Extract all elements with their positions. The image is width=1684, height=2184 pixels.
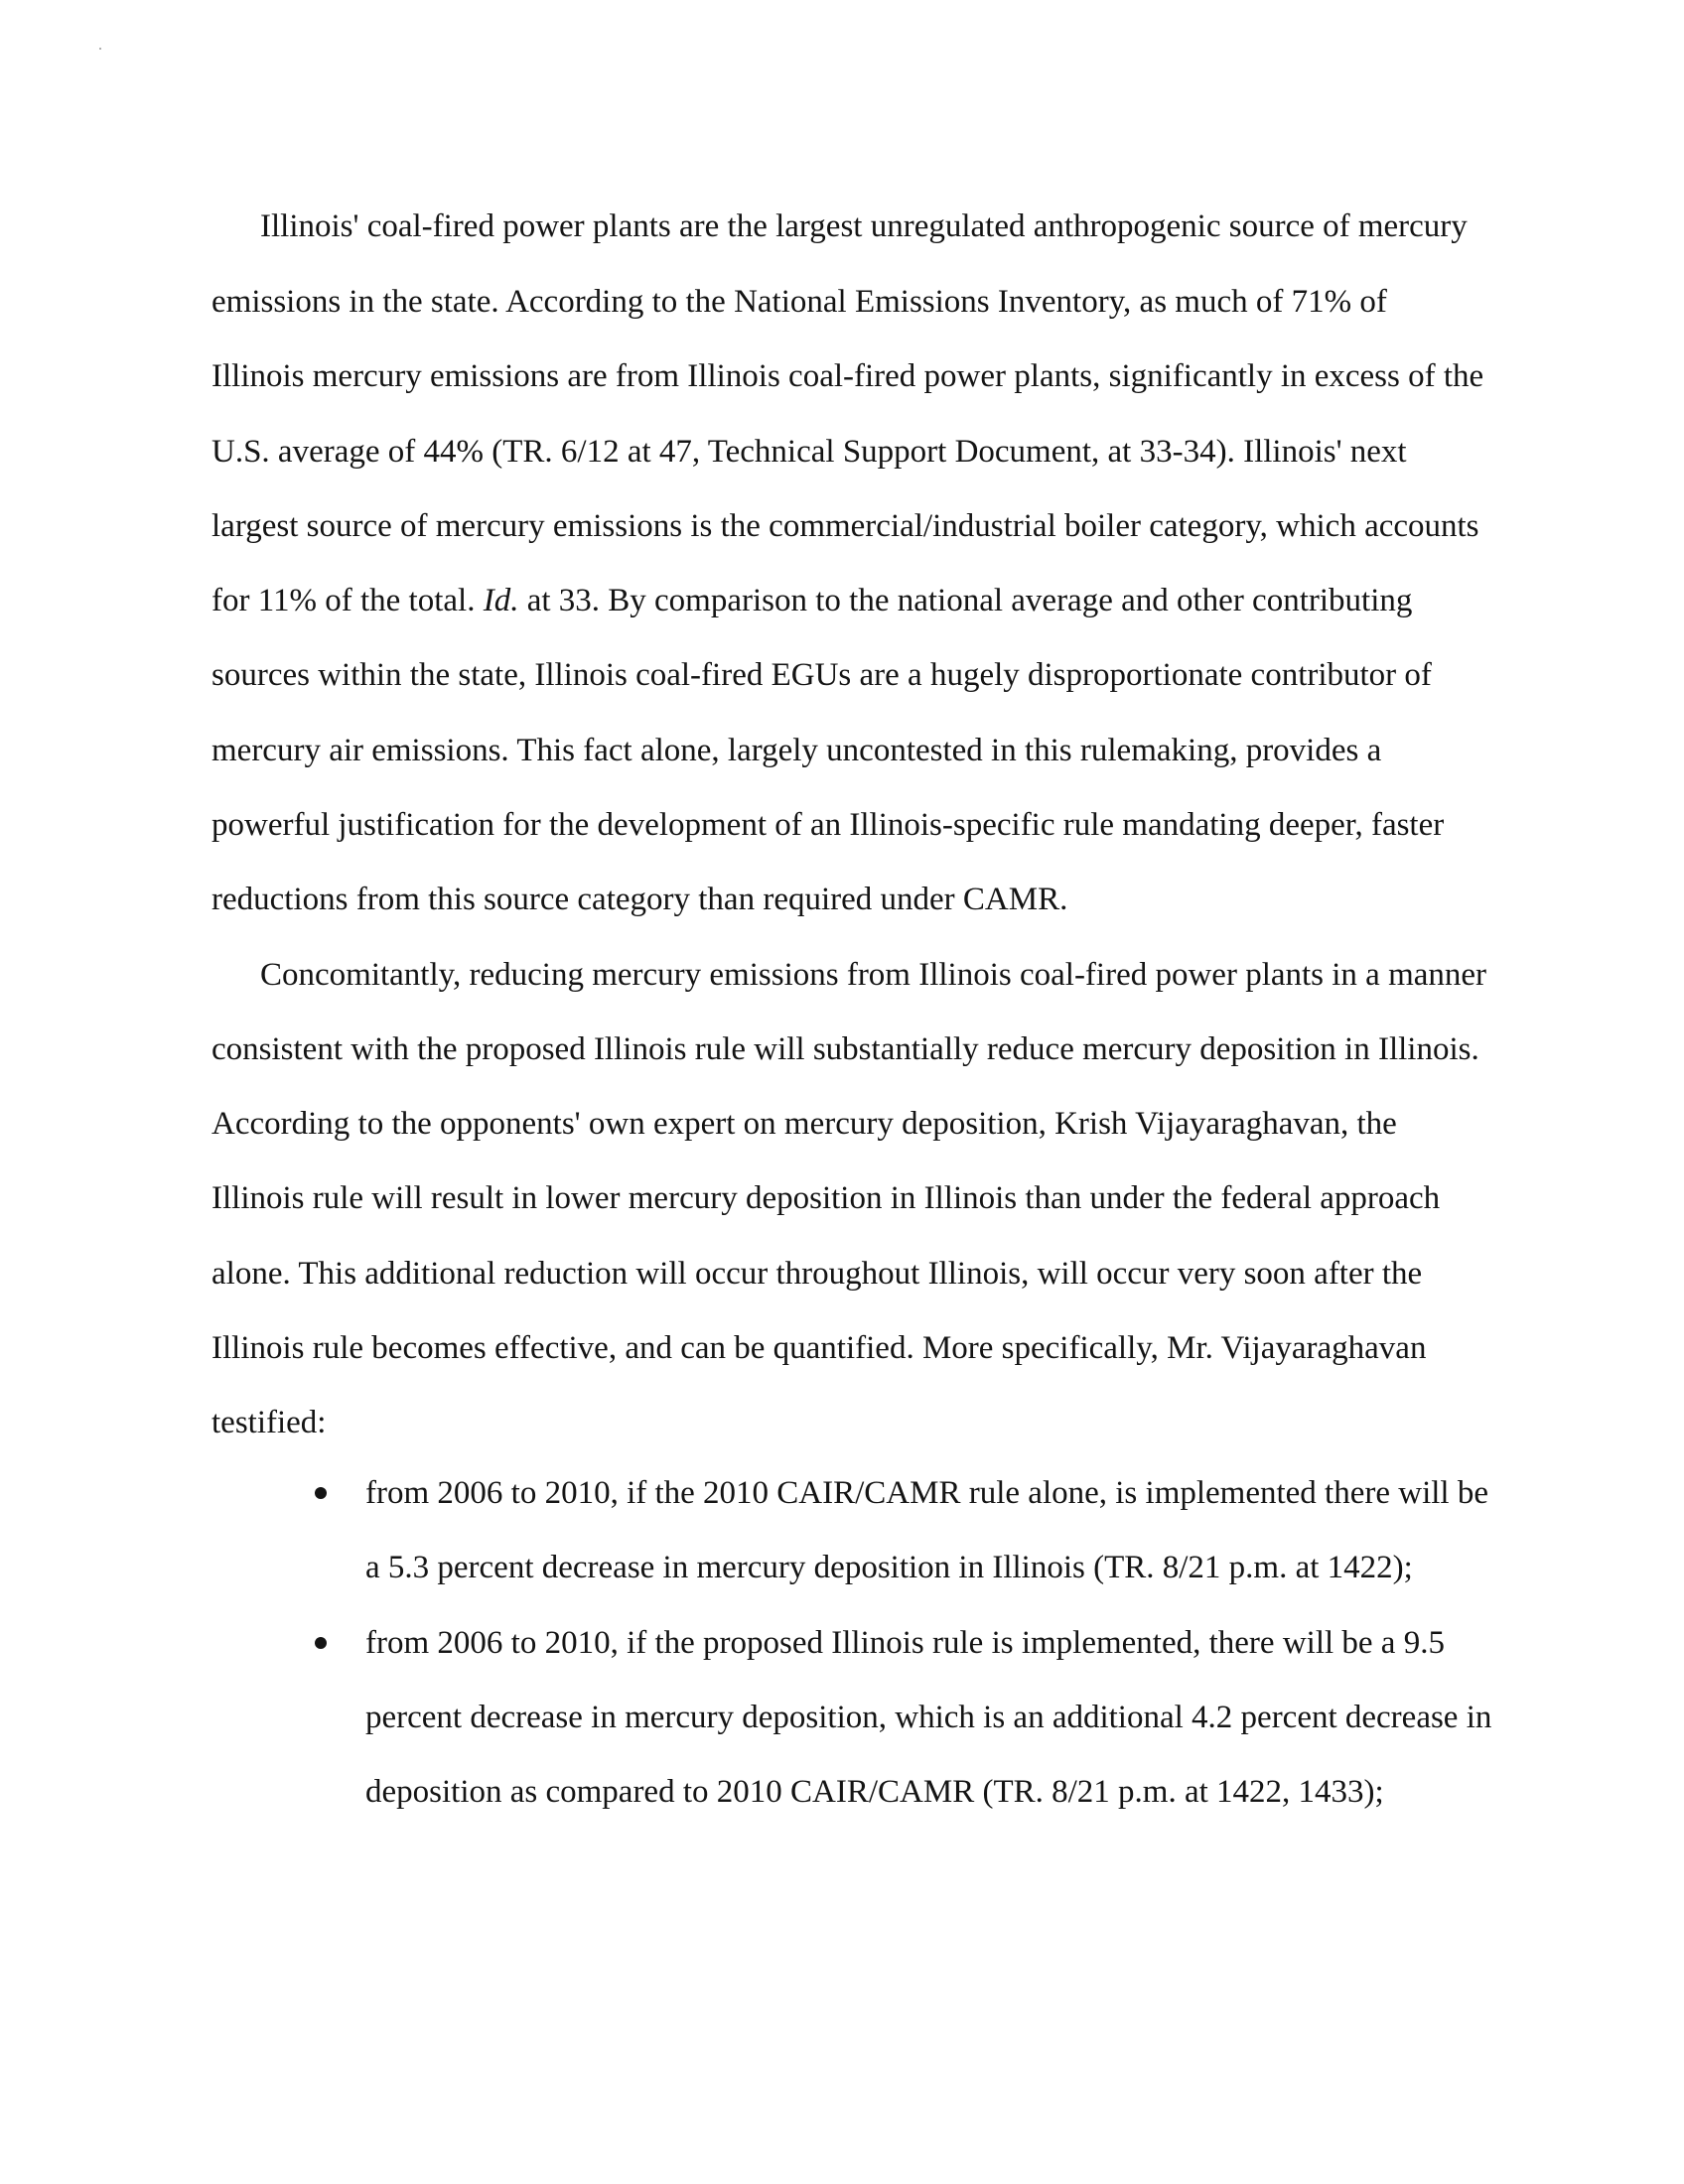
bullet-2-dot — [315, 1637, 327, 1649]
paragraph-2-line-4: Illinois rule will result in lower mercury deposition in Illinois than under the federal approach — [211, 1180, 1441, 1216]
paragraph-1-line-10: reductions from this source category than required under CAMR. — [211, 882, 1068, 917]
paragraph-2-line-3: According to the opponents' own expert on mercury deposition, Krish Vijayaraghavan, the — [211, 1106, 1397, 1142]
line-6-text-start: for 11% of the total. — [211, 583, 484, 618]
scan-speck — [99, 48, 101, 50]
paragraph-2-line-7: testified: — [211, 1405, 327, 1440]
paragraph-1-line-9: powerful justification for the development of an Illinois-specific rule mandating deeper, faster — [211, 807, 1445, 843]
bullet-1-line-1: from 2006 to 2010, if the 2010 CAIR/CAMR rule alone, is implemented there will be — [365, 1475, 1488, 1511]
paragraph-1-line-2: emissions in the state. According to the National Emissions Inventory, as much of 71% of — [211, 284, 1387, 320]
bullet-1-dot — [315, 1487, 327, 1499]
paragraph-1-line-5: largest source of mercury emissions is the commercial/industrial boiler category, which accounts — [211, 508, 1479, 544]
paragraph-1-line-3: Illinois mercury emissions are from Illinois coal-fired power plants, significantly in excess of the — [211, 358, 1484, 394]
paragraph-2-line-1: Concomitantly, reducing mercury emissions from Illinois coal-fired power plants in a manner — [260, 957, 1487, 993]
paragraph-2-line-6: Illinois rule becomes effective, and can be quantified. More specifically, Mr. Vijayaraghavan — [211, 1330, 1427, 1366]
paragraph-1-line-1: Illinois' coal-fired power plants are the largest unregulated anthropogenic source of mercury — [260, 208, 1468, 244]
paragraph-1-line-8: mercury air emissions. This fact alone, largely uncontested in this rulemaking, provides a — [211, 733, 1382, 768]
line-6-text-end: at 33. By comparison to the national average and other contributing — [518, 583, 1413, 618]
paragraph-2-line-2: consistent with the proposed Illinois rule will substantially reduce mercury deposition in Illinois. — [211, 1031, 1479, 1067]
bullet-2-line-2: percent decrease in mercury deposition, which is an additional 4.2 percent decrease in — [365, 1700, 1492, 1735]
bullet-1-line-2: a 5.3 percent decrease in mercury deposition in Illinois (TR. 8/21 p.m. at 1422); — [365, 1550, 1413, 1585]
id-citation: Id. — [483, 583, 519, 618]
paragraph-2-line-5: alone. This additional reduction will occur throughout Illinois, will occur very soon after the — [211, 1256, 1423, 1292]
bullet-2-line-3: deposition as compared to 2010 CAIR/CAMR (TR. 8/21 p.m. at 1422, 1433); — [365, 1774, 1384, 1810]
paragraph-1-line-4: U.S. average of 44% (TR. 6/12 at 47, Technical Support Document, at 33-34). Illinois' next — [211, 434, 1407, 470]
bullet-2-line-1: from 2006 to 2010, if the proposed Illinois rule is implemented, there will be a 9.5 — [365, 1625, 1445, 1661]
paragraph-1-line-7: sources within the state, Illinois coal-fired EGUs are a hugely disproportionate contributor of — [211, 657, 1432, 693]
paragraph-1-line-6 — [211, 581, 1412, 620]
